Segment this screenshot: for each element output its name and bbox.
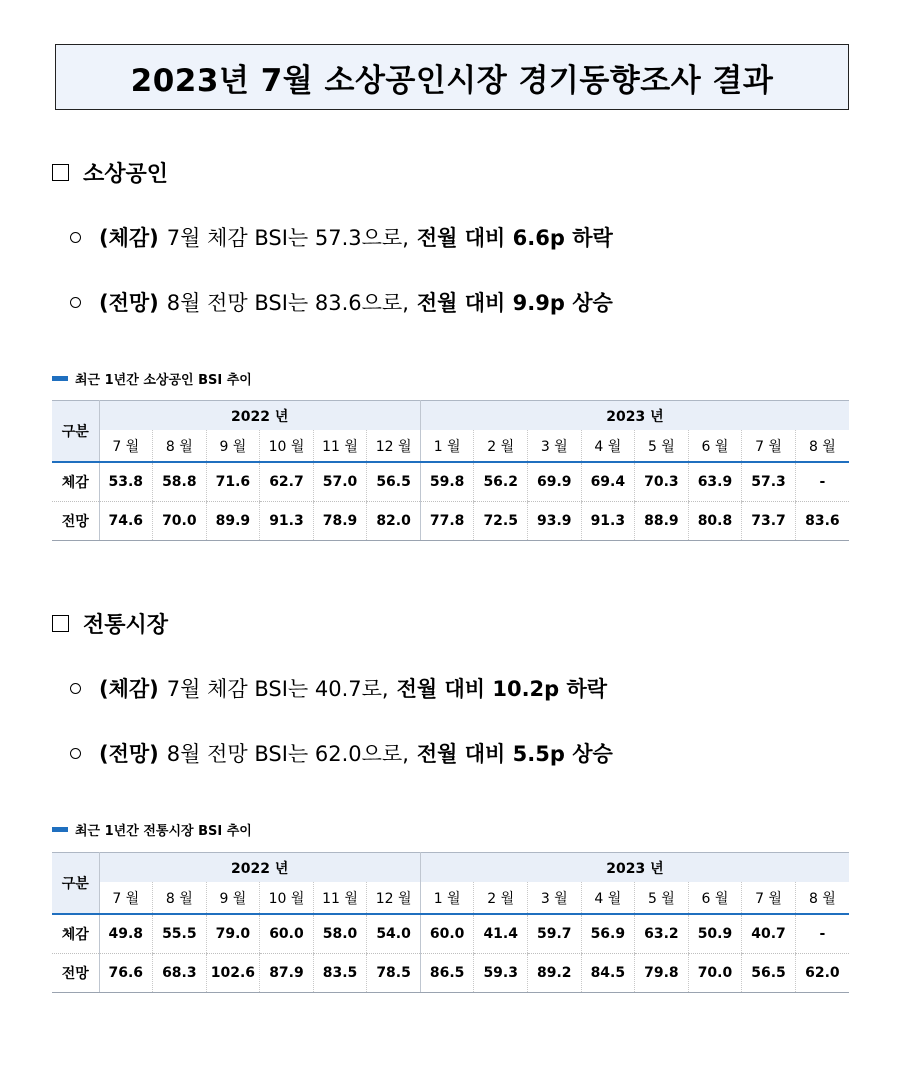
row-header-label: 구분 <box>52 853 99 915</box>
month-header: 3 월 <box>528 430 582 462</box>
table-cell: - <box>795 914 849 954</box>
table-cell: 76.6 <box>99 954 153 993</box>
table-cell: 89.9 <box>206 502 260 541</box>
month-header: 5 월 <box>635 430 689 462</box>
month-header: 6 월 <box>688 430 742 462</box>
table-cell: 56.2 <box>474 462 528 502</box>
month-header: 8 월 <box>795 882 849 914</box>
bullet-strong-text: 전월 대비 6.6p 하락 <box>416 226 613 250</box>
month-header: 7 월 <box>99 882 153 914</box>
checkbox-square-icon <box>52 615 69 632</box>
year-header: 2022 년 <box>99 853 420 883</box>
table-cell: 59.8 <box>420 462 474 502</box>
table-caption-text: 최근 1년간 소상공인 BSI 추이 <box>75 373 252 388</box>
bullet-outlook-2 <box>70 738 613 768</box>
month-header: 12 월 <box>367 882 421 914</box>
year-header: 2022 년 <box>99 401 420 431</box>
month-header: 1 월 <box>420 430 474 462</box>
bullet-tag: (전망) <box>99 742 159 766</box>
table-cell: 87.9 <box>260 954 314 993</box>
table-cell: 78.9 <box>313 502 367 541</box>
table-row <box>52 954 849 993</box>
month-header: 3 월 <box>528 882 582 914</box>
month-header: 11 월 <box>313 430 367 462</box>
month-header: 6 월 <box>688 882 742 914</box>
caption-bar-icon <box>52 376 68 381</box>
table-cell: 102.6 <box>206 954 260 993</box>
row-label: 전망 <box>52 502 99 541</box>
table-cell: 70.3 <box>635 462 689 502</box>
table-cell: 91.3 <box>260 502 314 541</box>
row-label: 전망 <box>52 954 99 993</box>
month-header: 2 월 <box>474 882 528 914</box>
table-cell: 83.5 <box>313 954 367 993</box>
month-header: 12 월 <box>367 430 421 462</box>
month-header: 4 월 <box>581 430 635 462</box>
row-label: 체감 <box>52 914 99 954</box>
table-caption-traditional-market <box>52 820 252 839</box>
section-heading-text: 소상공인 <box>83 162 169 187</box>
table-cell: 60.0 <box>420 914 474 954</box>
table-cell: 88.9 <box>635 502 689 541</box>
table-cell: 57.3 <box>742 462 796 502</box>
bullet-text: 7월 체감 BSI는 40.7로, <box>166 677 389 701</box>
bullet-text: 7월 체감 BSI는 57.3으로, <box>166 226 409 250</box>
table-cell: 73.7 <box>742 502 796 541</box>
bullet-strong-text: 전월 대비 9.9p 상승 <box>416 291 613 315</box>
year-header: 2023 년 <box>420 401 849 431</box>
report-title-box <box>55 44 849 110</box>
month-header: 8 월 <box>153 882 207 914</box>
table-cell: 79.8 <box>635 954 689 993</box>
table-cell: 49.8 <box>99 914 153 954</box>
row-label: 체감 <box>52 462 99 502</box>
section-heading-text: 전통시장 <box>83 613 169 638</box>
month-header: 5 월 <box>635 882 689 914</box>
circle-bullet-icon <box>70 683 81 694</box>
month-header: 9 월 <box>206 430 260 462</box>
table-caption-text: 최근 1년간 전통시장 BSI 추이 <box>75 824 252 839</box>
table-row <box>52 462 849 502</box>
table-cell: 79.0 <box>206 914 260 954</box>
month-header: 8 월 <box>795 430 849 462</box>
row-header-label: 구분 <box>52 401 99 463</box>
month-header: 9 월 <box>206 882 260 914</box>
table-caption-small-business <box>52 369 252 388</box>
table-cell: 56.5 <box>742 954 796 993</box>
table-cell: 74.6 <box>99 502 153 541</box>
table-cell: 82.0 <box>367 502 421 541</box>
month-header: 7 월 <box>742 882 796 914</box>
bullet-text: 8월 전망 BSI는 83.6으로, <box>166 291 409 315</box>
month-header: 7 월 <box>742 430 796 462</box>
table-cell: 50.9 <box>688 914 742 954</box>
table-cell: 56.9 <box>581 914 635 954</box>
table-cell: 91.3 <box>581 502 635 541</box>
bullet-tag: (체감) <box>99 226 159 250</box>
month-header: 1 월 <box>420 882 474 914</box>
table-cell: 58.0 <box>313 914 367 954</box>
circle-bullet-icon <box>70 748 81 759</box>
month-header: 4 월 <box>581 882 635 914</box>
table-cell: 70.0 <box>688 954 742 993</box>
table-row <box>52 502 849 541</box>
bullet-strong-text: 전월 대비 5.5p 상승 <box>416 742 613 766</box>
caption-bar-icon <box>52 827 68 832</box>
circle-bullet-icon <box>70 232 81 243</box>
bullet-sentiment-1 <box>70 222 613 252</box>
table-cell: 71.6 <box>206 462 260 502</box>
month-header: 11 월 <box>313 882 367 914</box>
month-header: 10 월 <box>260 430 314 462</box>
table-cell: 69.9 <box>528 462 582 502</box>
bullet-tag: (체감) <box>99 677 159 701</box>
table-cell: - <box>795 462 849 502</box>
table-cell: 54.0 <box>367 914 421 954</box>
table-cell: 62.0 <box>795 954 849 993</box>
section-heading-small-business <box>52 157 168 188</box>
table-cell: 59.3 <box>474 954 528 993</box>
bsi-table-traditional-market <box>52 852 849 993</box>
table-cell: 80.8 <box>688 502 742 541</box>
table-cell: 60.0 <box>260 914 314 954</box>
table-cell: 86.5 <box>420 954 474 993</box>
table-cell: 40.7 <box>742 914 796 954</box>
table-cell: 68.3 <box>153 954 207 993</box>
table-cell: 77.8 <box>420 502 474 541</box>
table-cell: 56.5 <box>367 462 421 502</box>
table-cell: 72.5 <box>474 502 528 541</box>
table-cell: 53.8 <box>99 462 153 502</box>
table-cell: 58.8 <box>153 462 207 502</box>
bullet-outlook-1 <box>70 287 613 317</box>
circle-bullet-icon <box>70 297 81 308</box>
section-heading-traditional-market <box>52 608 168 639</box>
table-cell: 70.0 <box>153 502 207 541</box>
month-header: 7 월 <box>99 430 153 462</box>
report-title: 2023년 7월 소상공인시장 경기동향조사 결과 <box>130 62 774 99</box>
bsi-table-small-business <box>52 400 849 541</box>
month-header: 8 월 <box>153 430 207 462</box>
table-cell: 62.7 <box>260 462 314 502</box>
year-header: 2023 년 <box>420 853 849 883</box>
table-cell: 83.6 <box>795 502 849 541</box>
table-row <box>52 914 849 954</box>
bullet-tag: (전망) <box>99 291 159 315</box>
bullet-strong-text: 전월 대비 10.2p 하락 <box>396 677 608 701</box>
table-cell: 78.5 <box>367 954 421 993</box>
table-cell: 63.2 <box>635 914 689 954</box>
table-cell: 59.7 <box>528 914 582 954</box>
table-cell: 93.9 <box>528 502 582 541</box>
table-cell: 63.9 <box>688 462 742 502</box>
bullet-sentiment-2 <box>70 673 607 703</box>
table-cell: 57.0 <box>313 462 367 502</box>
table-cell: 69.4 <box>581 462 635 502</box>
checkbox-square-icon <box>52 164 69 181</box>
table-cell: 84.5 <box>581 954 635 993</box>
month-header: 10 월 <box>260 882 314 914</box>
table-cell: 41.4 <box>474 914 528 954</box>
month-header: 2 월 <box>474 430 528 462</box>
table-cell: 89.2 <box>528 954 582 993</box>
bullet-text: 8월 전망 BSI는 62.0으로, <box>166 742 409 766</box>
table-cell: 55.5 <box>153 914 207 954</box>
